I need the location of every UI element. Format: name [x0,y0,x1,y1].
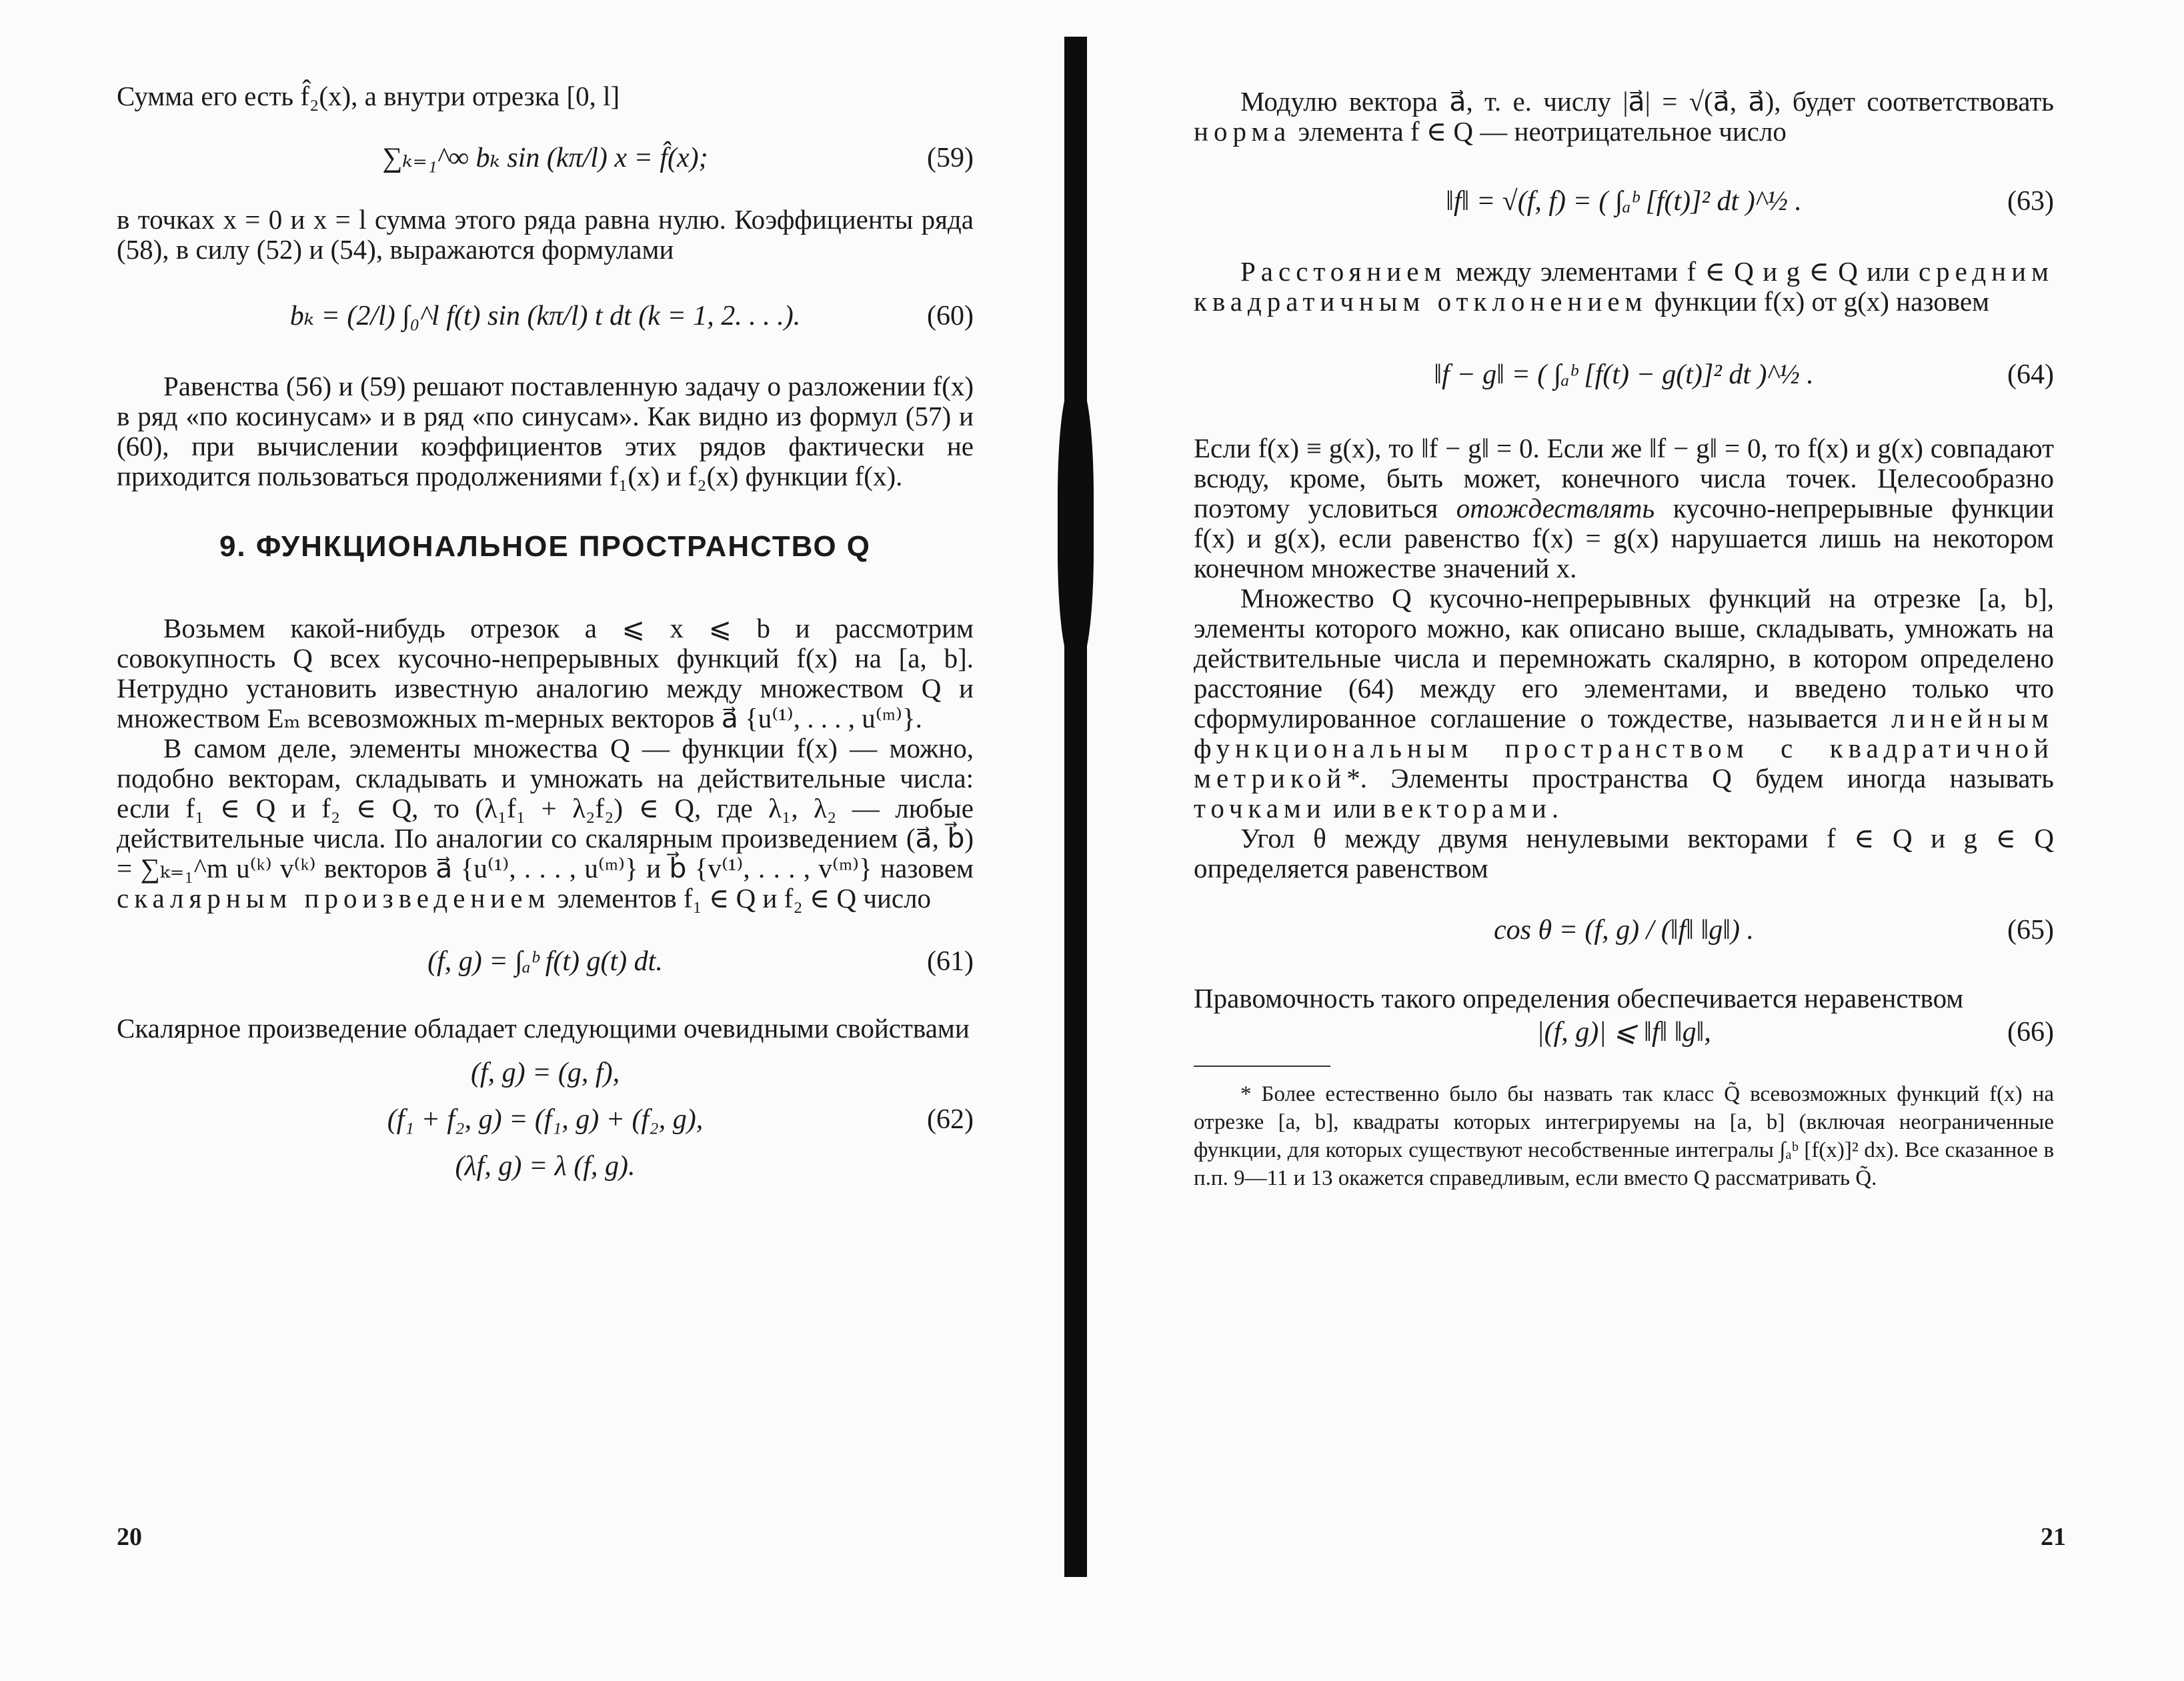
left-para4 [117,733,974,914]
equation-61-number: (61) [927,946,974,977]
word-or: или [1333,793,1376,823]
right-para1a: Модулю вектора a⃗, т. е. числу |a⃗| = √(a⃗, a⃗), будет соответствовать [1240,86,2054,117]
right-para3b: кусочно-непрерывные функции f(x) и g(x), если равенство f(x) = g(x) нарушается лишь на некотором конечном множестве значений x. [1194,493,2055,583]
page-number-right: 21 [2041,1523,2066,1551]
equation-64-body: ‖f − g‖ = ( ∫ₐᵇ [f(t) − g(t)]² dt )^½ . [1434,359,1814,390]
right-para4a: Множество Q кусочно-непрерывных функций на отрезке [a, b], элементы которого можно, как описано выше, складывать, умножать на действительные числа и перемножать скалярно, в котором определено расстояние (64) между его элементами, и введено только что сформулированное соглашение о тождестве, называется [1194,583,2054,733]
right-para1 [1194,87,2054,147]
right-para2a: между элементами f ∈ Q и g ∈ Q или [1455,256,1910,287]
footnote-rule [1194,1066,1330,1067]
equation-66-number: (66) [2007,1017,2054,1048]
right-para6: Правомочность такого определения обеспечивается неравенством [1194,983,1964,1014]
equation-65 [1194,884,2054,984]
equation-60-body: bₖ = (2/l) ∫₀^l f(t) sin (kπ/l) t dt (k = 1, 2. . . .). [289,301,801,331]
left-para1: в точках x = 0 и x = l сумма этого ряда равна нулю. Коэффициенты ряда (58), в силу (52) и (54), выражаются формулами [117,204,974,265]
footnote-part1: * Более естественно было бы назвать так класс Q̃ всевозможных функций f(x) на отрезке [a, b], квадраты которых интегрируемы на [a, b] (включая неограниченные функции, для которых существуют несобственные интегралы ∫ₐᵇ [f(x)]² dx). [1194,1082,2054,1162]
equation-62-line3: (λf, g) = λ (f, g). [455,1151,636,1182]
left-para4-text: В самом деле, элементы множества Q — функции f(x) — можно, подобно векторам, складывать и умножать на действительные числа: если f₁ ∈ Q и f₂ ∈ Q, то (λ₁f₁ + λ₂f₂) ∈ Q, где λ₁, λ₂ — любые действительные числа. По аналогии со скалярным произведением (a⃗, b⃗) = ∑ₖ₌₁^m u⁽ᵏ⁾ v⁽ᵏ⁾ векторов a⃗ {u⁽¹⁾, . . . , u⁽ᵐ⁾} и b⃗ {v⁽¹⁾, . . . , v⁽ᵐ⁾} назовем [117,733,974,884]
page-number-left: 20 [117,1523,142,1551]
equation-65-body: cos θ = (f, g) / (‖f‖ ‖g‖) . [1493,915,1755,946]
equation-61-body: (f, g) = ∫ₐᵇ f(t) g(t) dt. [427,946,663,977]
equation-64 [1194,317,2054,433]
right-para4b: *. Элементы пространства Q будем иногда называть [1346,763,2054,793]
term-norm: норма [1194,116,1292,147]
equation-60-number: (60) [927,301,974,331]
equation-63-number: (63) [2007,186,2054,217]
term-points: точками [1194,793,1326,823]
left-para5: Скалярное произведение обладает следующими очевидными свойствами [117,1013,970,1044]
right-column [1194,87,2054,1192]
equation-61 [117,914,974,1014]
left-para4-end: элементов f₁ ∈ Q и f₂ ∈ Q число [557,883,932,914]
equation-63-body: ‖f‖ = √(f, f) = ( ∫ₐᵇ [f(t)]² dt )^½ . [1446,186,1802,217]
equation-59-body: ∑ₖ₌₁^∞ bₖ sin (kπ/l) x = f̂(x); [382,143,708,173]
right-para2b: функции f(x) от g(x) назовем [1654,286,1990,317]
left-para2: Равенства (56) и (59) решают поставленную задачу о разложении f(x) в ряд «по косинусам» и в ряд «по синусам». Как видно из формул (57) и (60), при вычислении коэффициентов этих рядов фактически не приходится пользоваться продолжениями f₁(x) и f₂(x) функции f(x). [117,371,974,491]
left-page [0,0,1067,1681]
equation-66 [1194,1014,2054,1054]
equation-60 [117,265,974,371]
equation-62-number: (62) [927,1104,974,1135]
right-para3 [1194,433,2054,583]
footnote [1194,1080,2054,1192]
term-space: линейным функциональным пространством с квадратичной метрикой [1194,703,2054,793]
section-heading: 9. ФУНКЦИОНАЛЬНОЕ ПРОСТРАНСТВО Q [219,530,872,563]
right-para2 [1194,257,2054,317]
right-para3a: Если f(x) ≡ g(x), то ‖f − g‖ = 0. Если же ‖f − g‖ = 0, то f(x) и g(x) совпадают всюду, кроме, быть может, конечного числа точек. Целесообразно поэтому условиться [1194,433,2054,523]
term-deviation: средним квадратичным отклонением [1194,256,2054,317]
footnote-part2: Все сказанное в п.п. 9—11 и 13 окажется справедливым, если вместо Q рассматривать Q̃. [1194,1138,2055,1190]
equation-59-number: (59) [927,143,974,173]
equation-65-number: (65) [2007,915,2054,946]
equation-66-body: |(f, g)| ⩽ ‖f‖ ‖g‖, [1536,1017,1711,1048]
term-scalar-product: скалярным произведением [117,883,551,914]
equation-62 [117,1044,974,1184]
term-distance: Расстоянием [1240,256,1447,287]
equation-63 [1194,147,2054,257]
left-para3: Возьмем какой-нибудь отрезок a ⩽ x ⩽ b и рассмотрим совокупность Q всех кусочно-непрерывных функций f(x) на [a, b]. Нетрудно установить известную аналогию между множеством Q и множеством Eₘ всевозможных m-мерных векторов a⃗ {u⁽¹⁾, . . . , u⁽ᵐ⁾}. [117,613,974,733]
equation-64-number: (64) [2007,359,2054,390]
equation-62-line1: (f, g) = (g, f), [470,1058,620,1088]
right-para5: Угол θ между двумя ненулевыми векторами f ∈ Q и g ∈ Q определяется равенством [1194,823,2054,884]
term-identify: отождествлять [1456,493,1655,523]
equation-59 [117,111,974,205]
book-spine [1064,37,1087,1577]
left-column [117,81,974,1184]
left-line1: Сумма его есть f̂₂(x), а внутри отрезка [0, l] [117,81,620,111]
right-page [1100,0,2184,1681]
right-para4: Множество Q кусочно-непрерывных функций на отрезке [a, b], элементы которого можно, как описано выше, складывать, умножать на действительные числа и перемножать скалярно, в котором определено расстояние (64) между его элементами, и введено только что сформулированное соглашение о тождестве, называется линейным функциональным пространством с квадратичной метрикой*. Элементы пространства Q будем иногда называть точками или векторами. [1194,583,2054,823]
right-para1b: элемента f ∈ Q — неотрицательное число [1298,116,1787,147]
equation-62-line2: (f₁ + f₂, g) = (f₁, g) + (f₂, g), [387,1104,704,1135]
term-vectors: векторами [1382,793,1552,823]
